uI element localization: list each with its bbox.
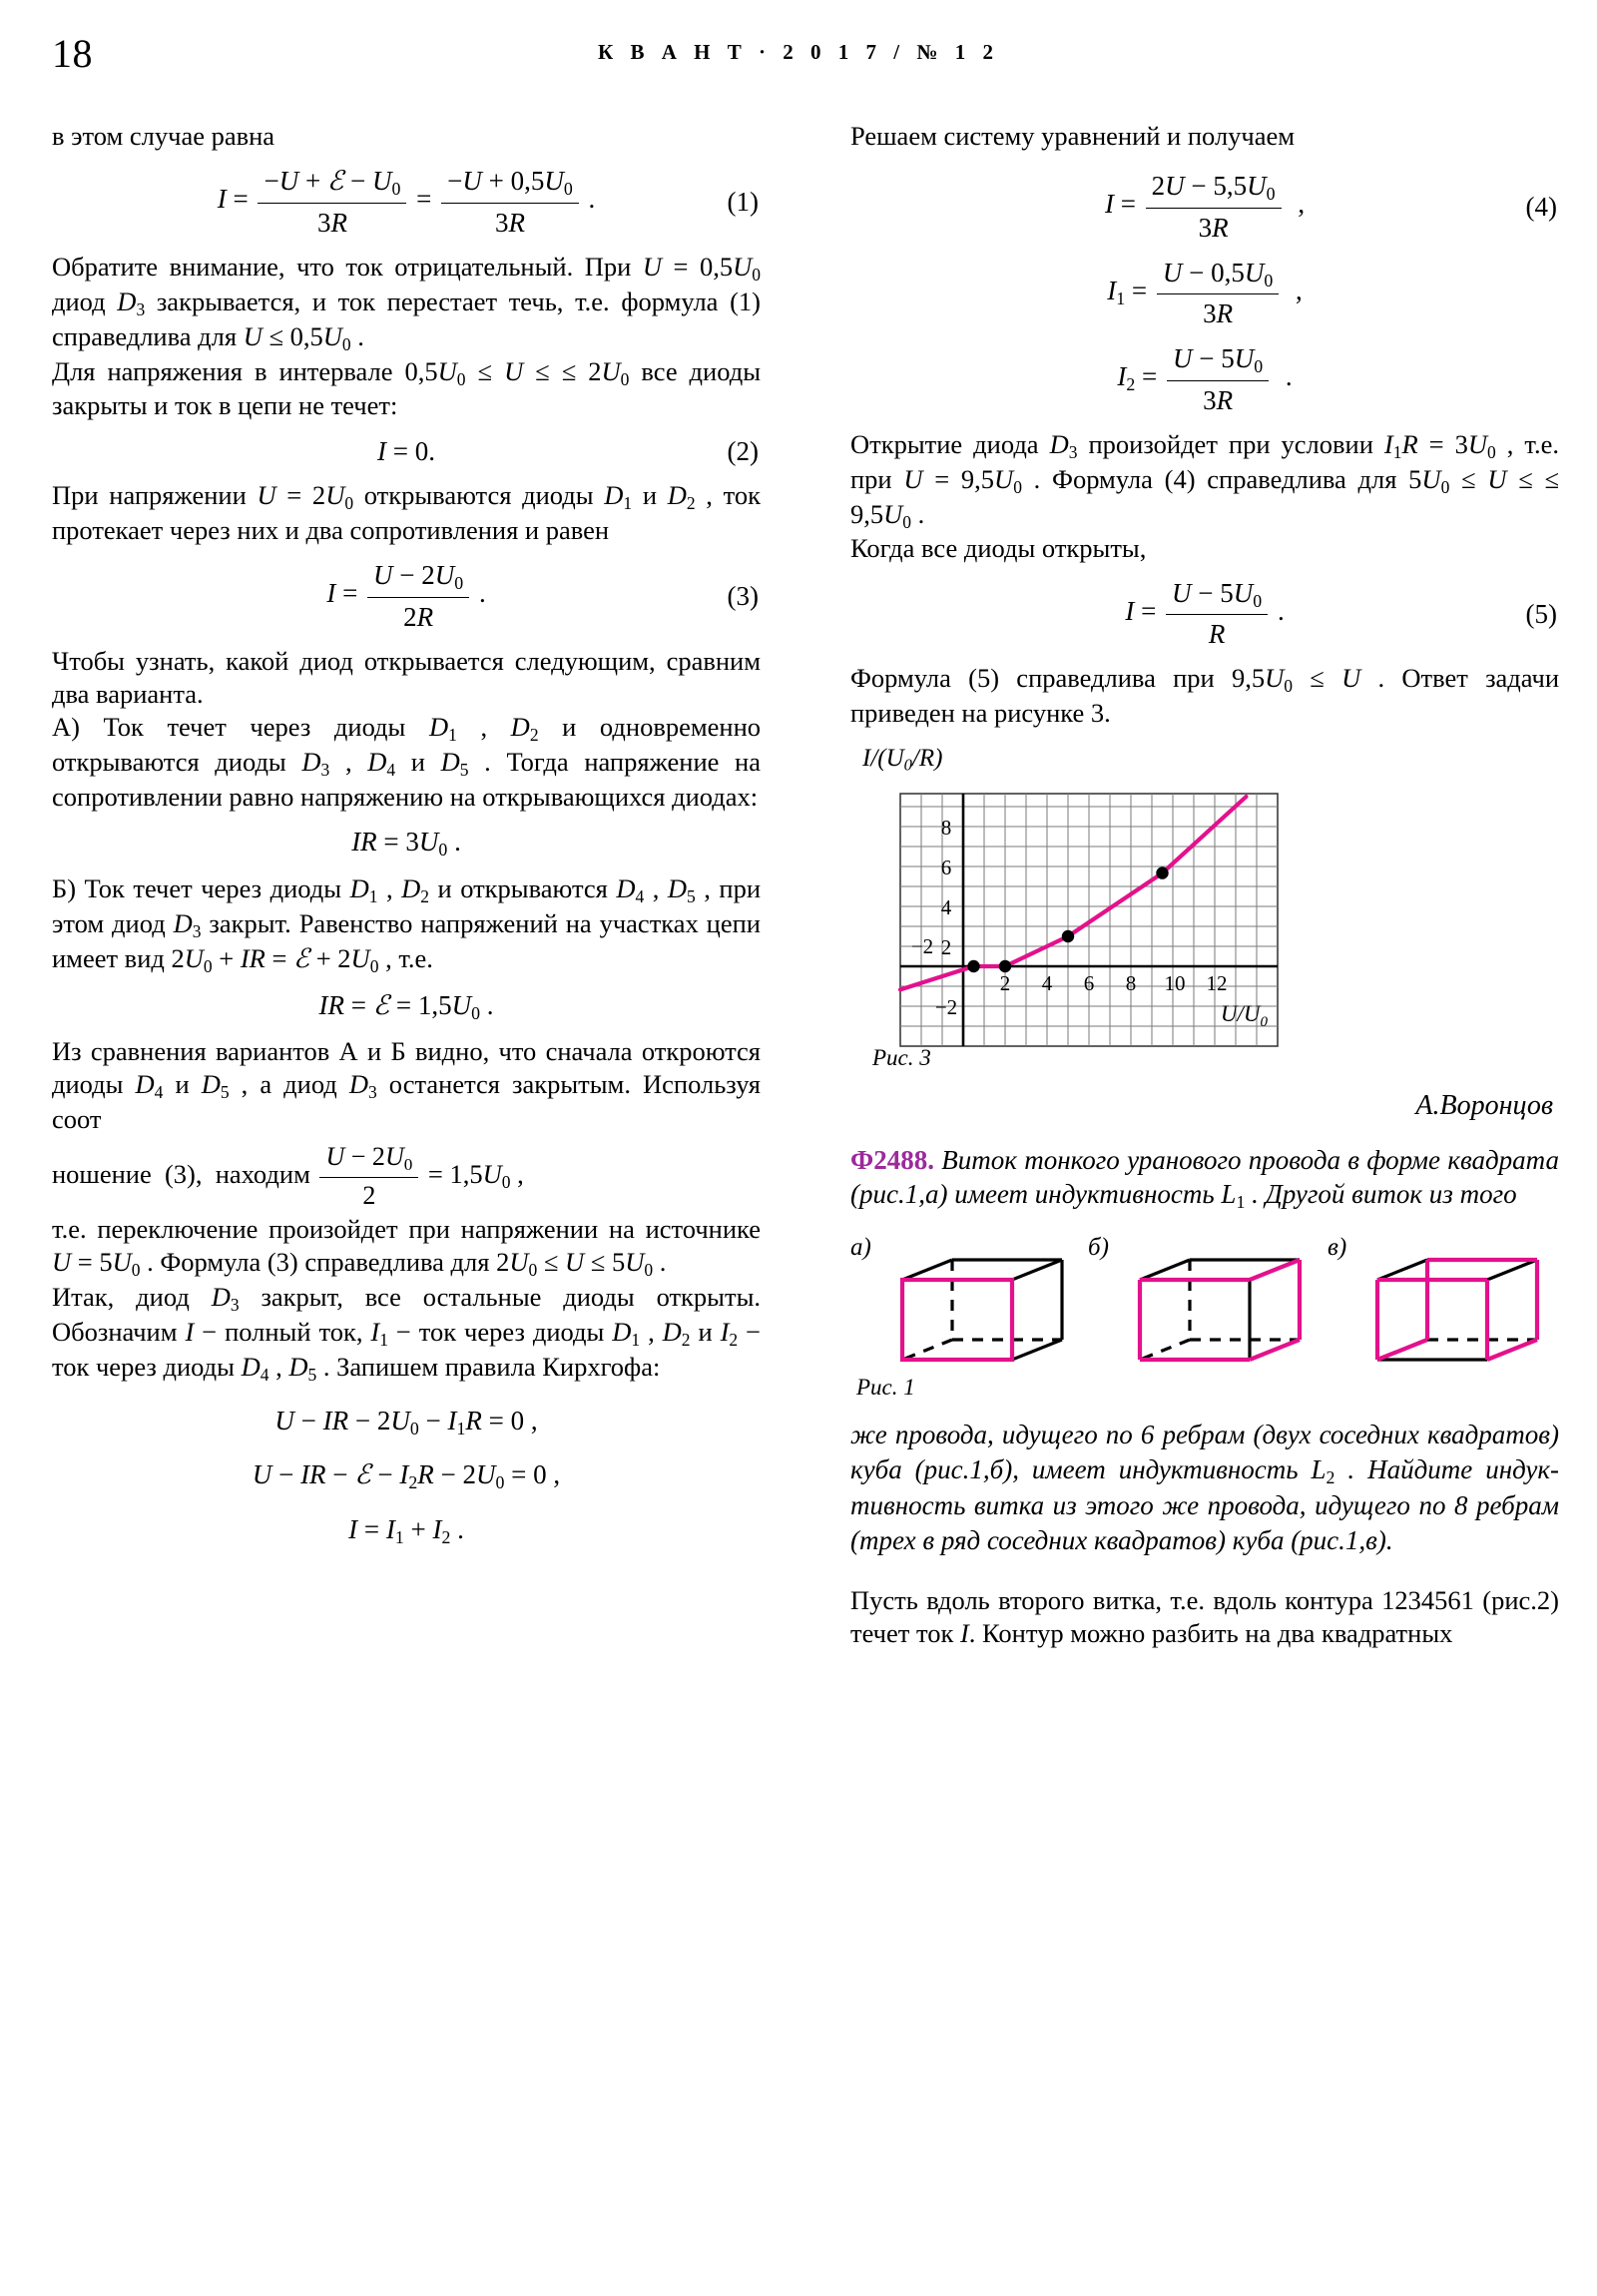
equation-4-number: (4) [1525,192,1557,223]
svg-text:−2: −2 [934,994,958,1019]
equation-3: I = $\frac{U - 2U_0}{2R}$ . (3) [52,558,761,633]
equation-1-number: (1) [727,187,759,218]
paragraph-left-6: А) Ток течет через диоды $D_1$ , $D_2$ и одновременно открываются диоды $D_3$ , $D_4$ и $D_5$ . Тогда напряжение на сопротивлении равно напряжению на открывающихся диодах: [52,712,762,813]
chart-marker-point [967,959,979,971]
cube-a-hidden-edges [902,1260,1062,1360]
chart-svg [890,779,1310,1078]
equation-3-number: (3) [727,580,759,611]
svg-text:−2: −2 [910,933,934,958]
equation-kirchhoff-2: U − IR − ℰ − $I_2R - 2U_0 = 0$ , [252,1459,561,1493]
paragraph-left-5: Чтобы узнать, какой диод открывается следующим, сравним два варианта. [52,645,761,709]
problem-statement-continued: же провода, идущего по 6 ребрам (двух соседних квадратов) куба (рис.1,б), имеет индуктивность $L_2$ . Найдите индуктивность витка из этого же провода, идущего по 8 ребрам (трех в ряд соседних квадратов) куба (рис.1,в). [850,1420,1560,1555]
equation-4b: $I_1$ = $\frac{U - 0,5U_0}{3R}$ , [850,256,1559,330]
equation-ir-3u0: IR = $3U_0$ . [351,827,461,861]
magazine-masthead: К В А Н Т · 2 0 1 7 / № 1 2 [598,40,999,64]
cube-a-visible-edges [902,1260,1062,1360]
svg-text:2: 2 [999,970,1011,995]
paragraph-left-7: Б) Ток течет через диоды $D_1$ , $D_2$ и открываются $D_4$ , $D_5$ , при этом диод $D_3$ закрыт. Равенство напряжений на участках цепи имеет вид $2U_0$ + IR = ℰ + $2U_0$ , т.е. [52,872,762,976]
right-column [850,120,1559,1650]
problem-id: Ф2488. [850,1144,934,1175]
svg-text:6: 6 [940,855,952,879]
equation-kirchhoff-3: $I = I_1 + I_2$ . [348,1513,464,1547]
equation-4c: $I_2$ = $\frac{U - 5U_0}{3R}$ . [850,341,1559,416]
svg-text:4: 4 [1041,970,1053,995]
chart-marker-point [1062,929,1074,941]
paragraph-left-4: При напряжении $U = 2U_0$ открываются диоды $D_1$ и $D_2$ , ток протекает через них и два сопротивления и равен [52,479,761,545]
left-column [52,120,761,1548]
svg-text:12: 12 [1206,970,1228,995]
svg-text:8: 8 [1125,970,1137,995]
paragraph-left-11: Итак, диод $D_3$ закрыт, все остальные диоды открыты. Обозначим I − полный ток, $I_1$ − ток через диоды $D_1$ , $D_2$ и $I_2$ − ток через диоды $D_4$ , $D_5$ . Запишем правила Кирхгофа: [52,1282,762,1385]
cube-b-highlighted-loop [1140,1260,1300,1360]
equation-2: I = 0. (2) [52,434,761,468]
article-author: А.Воронцов [1415,1089,1553,1121]
equation-1: I = $\frac{-U + ℰ - U_0}{3R}$ = $\frac{-U + 0,5U_0}{3R}$ . (1) [52,164,761,239]
paragraph-right-1: Решаем систему уравнений и получаем [850,121,1296,151]
figure-1-label-b: б) [1088,1234,1109,1262]
svg-text:10: 10 [1164,970,1186,995]
page-number: 18 [52,31,93,76]
equation-2-number: (2) [727,435,759,466]
cube-diagram-a [886,1228,1086,1368]
paragraph-right-2: Открытие диода $D_3$ произойдет при условии $I_1R = 3U_0$ , т.е. при $U = 9,5U_0$ . Формула (4) справедлива для $5U_0 \le U$ ≤ ≤ $9,5U_0$ . [850,428,1560,532]
equation-ir-emf: IR = ℰ = $1,5U_0$ . [318,989,494,1023]
figure-3 [850,745,1559,1074]
chart-x-axis-label: $U/U_0$ [1220,1000,1268,1030]
paragraph-left-10: т.е. переключение произойдет при напряжении на источнике $U = 5U_0$ . Формула (3) справедлива для $2U_0 \le U \le 5U_0$ . [52,1213,761,1281]
paragraph-right-3: Когда все диоды открыты, [850,533,1147,564]
paragraph-right-4: Формула (5) справедлива при $9,5U_0 \le U$ . Ответ задачи приведен на рисунке 3. [850,663,1559,729]
figure-1-label-v: в) [1328,1234,1347,1262]
paragraph-left-2: Обратите внимание, что ток отрицательный. При $U = 0,5U_0$ диод $D_3$ закрывается, и ток перестает течь, т.е. формула (1) справедлива для $U \le 0,5U_0$ . [52,251,761,354]
cube-a-highlighted-loop [902,1280,1012,1360]
cube-v-highlighted-loop [1377,1260,1537,1360]
chart-y-axis-label: I/(U0/R) [862,744,943,775]
svg-text:2: 2 [940,934,952,959]
figure-3-caption: Рис. 3 [872,1044,931,1070]
paragraph-right-tail: Пусть вдоль второго витка, т.е. вдоль контура 1234561 (рис.2) течет ток I. Контур можно разбить на два квадратных [850,1584,1559,1648]
problem-statement: Ф2488. Виток тонкого уранового провода в форме квадрата (рис.1,а) имеет индуктивность $L_1$ . Другой виток из того [850,1144,1559,1213]
svg-text:8: 8 [940,815,952,840]
svg-text:6: 6 [1083,970,1095,995]
paragraph-left-8: Из сравнения вариантов А и Б видно, что сначала откроются диоды $D_4$ и $D_5$ , а диод $D_3$ останется закрытым. Используя соот [52,1036,761,1135]
page-header [0,0,1597,86]
equation-4: I = $\frac{2U - 5,5U_0}{3R}$ , (4) [850,169,1559,244]
paragraph-left-1: в этом случае равна [52,121,275,151]
svg-text:4: 4 [940,894,952,919]
cube-diagram-v [1361,1228,1561,1368]
cube-b-hidden-edges [1140,1260,1300,1360]
cube-b-visible-edges [1140,1260,1300,1360]
cube-v-visible-edges [1377,1260,1537,1360]
paragraph-left-9: ношение (3), находим $\frac{U - 2U_0}{2}$ = $1,5U_0$ , [52,1141,761,1213]
paragraph-left-3: Для напряжения в интервале $0,5U_0 \le U$ ≤ ≤ $2U_0$ все диоды закрыты и ток в цепи не течет: [52,355,761,421]
equation-kirchhoff-1: U − IR − $2U_0 - I_1R = 0$ , [274,1405,538,1438]
figure-1 [850,1226,1559,1401]
equation-5: I = $\frac{U - 5U_0}{R}$ . (5) [850,576,1559,651]
cube-diagram-b [1124,1228,1324,1368]
equation-5-number: (5) [1525,598,1557,629]
figure-1-caption: Рис. 1 [856,1375,915,1401]
figure-1-label-a: а) [850,1234,871,1262]
chart-marker-point [1156,866,1168,878]
